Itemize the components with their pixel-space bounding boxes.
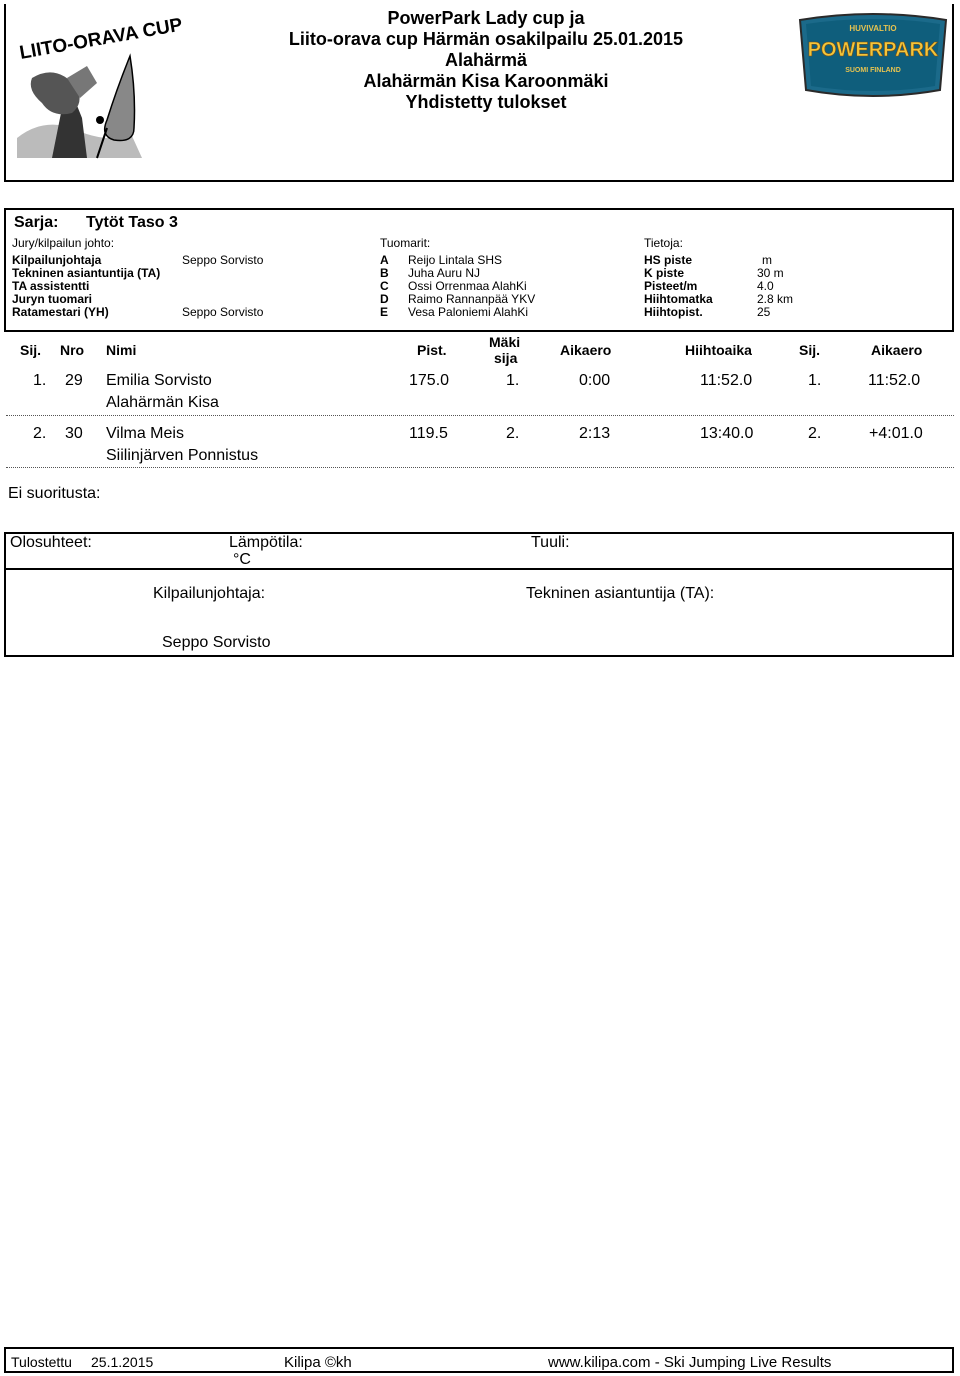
jury-role: Juryn tuomari	[12, 292, 93, 306]
col-hiihtoaika: Hiihtoaika	[685, 342, 752, 358]
title-line-5: Yhdistetty tulokset	[405, 92, 567, 112]
printed-date: 25.1.2015	[91, 1354, 154, 1370]
series-label-row	[14, 214, 178, 232]
title-line-4: Alahärmän Kisa Karoonmäki	[363, 71, 609, 91]
header-box	[4, 4, 954, 182]
conditions-box	[4, 532, 954, 657]
footer-brand: Kilipa ©kh	[284, 1354, 352, 1371]
info-label: Hiihtopist.	[644, 305, 703, 319]
row-maki-sija: 2.	[506, 425, 520, 442]
logo-right-main: POWERPARK	[807, 39, 939, 61]
olosuhteet-label: Olosuhteet:	[10, 534, 92, 551]
printed-label: Tulostettu	[11, 1354, 72, 1370]
series-value: Tytöt Taso 3	[86, 214, 178, 231]
info-label: HS piste	[644, 253, 693, 267]
logo-right-bottom: SUOMI FINLAND	[845, 67, 901, 74]
jury-heading: Jury/kilpailun johto:	[12, 236, 115, 250]
info-value: m	[762, 253, 772, 267]
row-pist: 119.5	[409, 425, 448, 442]
info-label: Pisteet/m	[644, 279, 698, 293]
info-heading: Tietoja:	[644, 236, 683, 250]
row-nro: 30	[65, 425, 83, 442]
info-label: K piste	[644, 266, 685, 280]
judge-letter: C	[380, 279, 389, 293]
judge-name: Raimo Rannanpää YKV	[408, 292, 536, 306]
judge-name: Ossi Orrenmaa AlahKi	[408, 279, 527, 293]
row-aikaero: 2:13	[579, 425, 611, 442]
row-club: Siilinjärven Ponnistus	[106, 447, 259, 464]
col-sij-2: Sij.	[799, 342, 821, 358]
title-block	[176, 8, 796, 113]
footer	[4, 1347, 954, 1373]
info-value: 30 m	[757, 266, 784, 280]
tuuli-label: Tuuli:	[531, 534, 570, 551]
judge-name: Vesa Paloniemi AlahKi	[408, 305, 529, 319]
row-maki-sija: 1.	[506, 372, 520, 389]
row-sij-2: 2.	[808, 425, 822, 442]
col-pist: Pist.	[417, 342, 447, 358]
title-line-3: Alahärmä	[444, 50, 528, 70]
powerpark-logo	[792, 10, 954, 100]
judge-letter: A	[380, 253, 389, 267]
no-performance-label: Ei suoritusta:	[8, 485, 101, 502]
row-sij-2: 1.	[808, 372, 822, 389]
row-name: Vilma Meis	[106, 425, 184, 442]
kilpailunjohtaja-label: Kilpailunjohtaja:	[153, 585, 266, 602]
judge-name: Juha Auru NJ	[408, 266, 481, 280]
row-hiihtoaika: 13:40.0	[700, 425, 754, 442]
ta-label: Tekninen asiantuntija (TA):	[526, 585, 715, 602]
series-label: Sarja:	[14, 214, 59, 231]
title-line-2: Liito-orava cup Härmän osakilpailu 25.01.2015	[288, 29, 684, 49]
row-sij: 2.	[33, 425, 47, 442]
conditions-divider	[6, 568, 952, 570]
jury-role: TA assistentti	[12, 279, 90, 293]
row-separator	[6, 467, 954, 468]
row-aikaero-2: 11:52.0	[868, 372, 921, 389]
info-label: Hiihtomatka	[644, 292, 713, 306]
row-sij: 1.	[33, 372, 47, 389]
jury-role: Tekninen asiantuntija (TA)	[12, 266, 161, 280]
col-aikaero: Aikaero	[560, 342, 612, 358]
jury-role: Kilpailunjohtaja	[12, 253, 102, 267]
jury-role: Ratamestari (YH)	[12, 305, 109, 319]
logo-right-top: HUVIVALTIO	[849, 24, 897, 33]
row-separator	[6, 415, 954, 416]
row-hiihtoaika: 11:52.0	[700, 372, 753, 389]
row-nro: 29	[65, 372, 83, 389]
liito-orava-cup-logo	[12, 8, 185, 163]
col-maki-sija: sija	[494, 350, 518, 366]
row-pist: 175.0	[409, 372, 450, 389]
title-line-1: PowerPark Lady cup ja	[387, 8, 585, 28]
jury-name: Seppo Sorvisto	[182, 305, 264, 319]
col-nimi: Nimi	[106, 342, 137, 358]
judge-letter: B	[380, 266, 389, 280]
judge-letter: E	[380, 305, 389, 319]
col-aikaero-2: Aikaero	[871, 342, 923, 358]
judge-name: Reijo Lintala SHS	[408, 253, 503, 267]
judges-heading: Tuomarit:	[380, 236, 431, 250]
info-value: 4.0	[757, 279, 774, 293]
logo-left-text: LIITO-ORAVA CUP	[17, 14, 185, 64]
row-name: Emilia Sorvisto	[106, 372, 212, 389]
col-nro: Nro	[60, 342, 85, 358]
judge-letter: D	[380, 292, 389, 306]
info-value: 25	[757, 305, 771, 319]
row-aikaero: 0:00	[579, 372, 611, 389]
col-sij: Sij.	[20, 342, 42, 358]
row-aikaero-2: +4:01.0	[869, 425, 923, 442]
jury-name: Seppo Sorvisto	[182, 253, 264, 267]
row-club: Alahärmän Kisa	[106, 394, 219, 411]
info-value: 2.8 km	[757, 292, 794, 306]
celsius-unit: °C	[233, 551, 251, 568]
signer-name: Seppo Sorvisto	[162, 634, 271, 651]
col-maki: Mäki	[489, 334, 521, 350]
lampotila-label: Lämpötila:	[229, 534, 303, 551]
footer-site-link[interactable]: www.kilipa.com - Ski Jumping Live Results	[548, 1354, 832, 1371]
